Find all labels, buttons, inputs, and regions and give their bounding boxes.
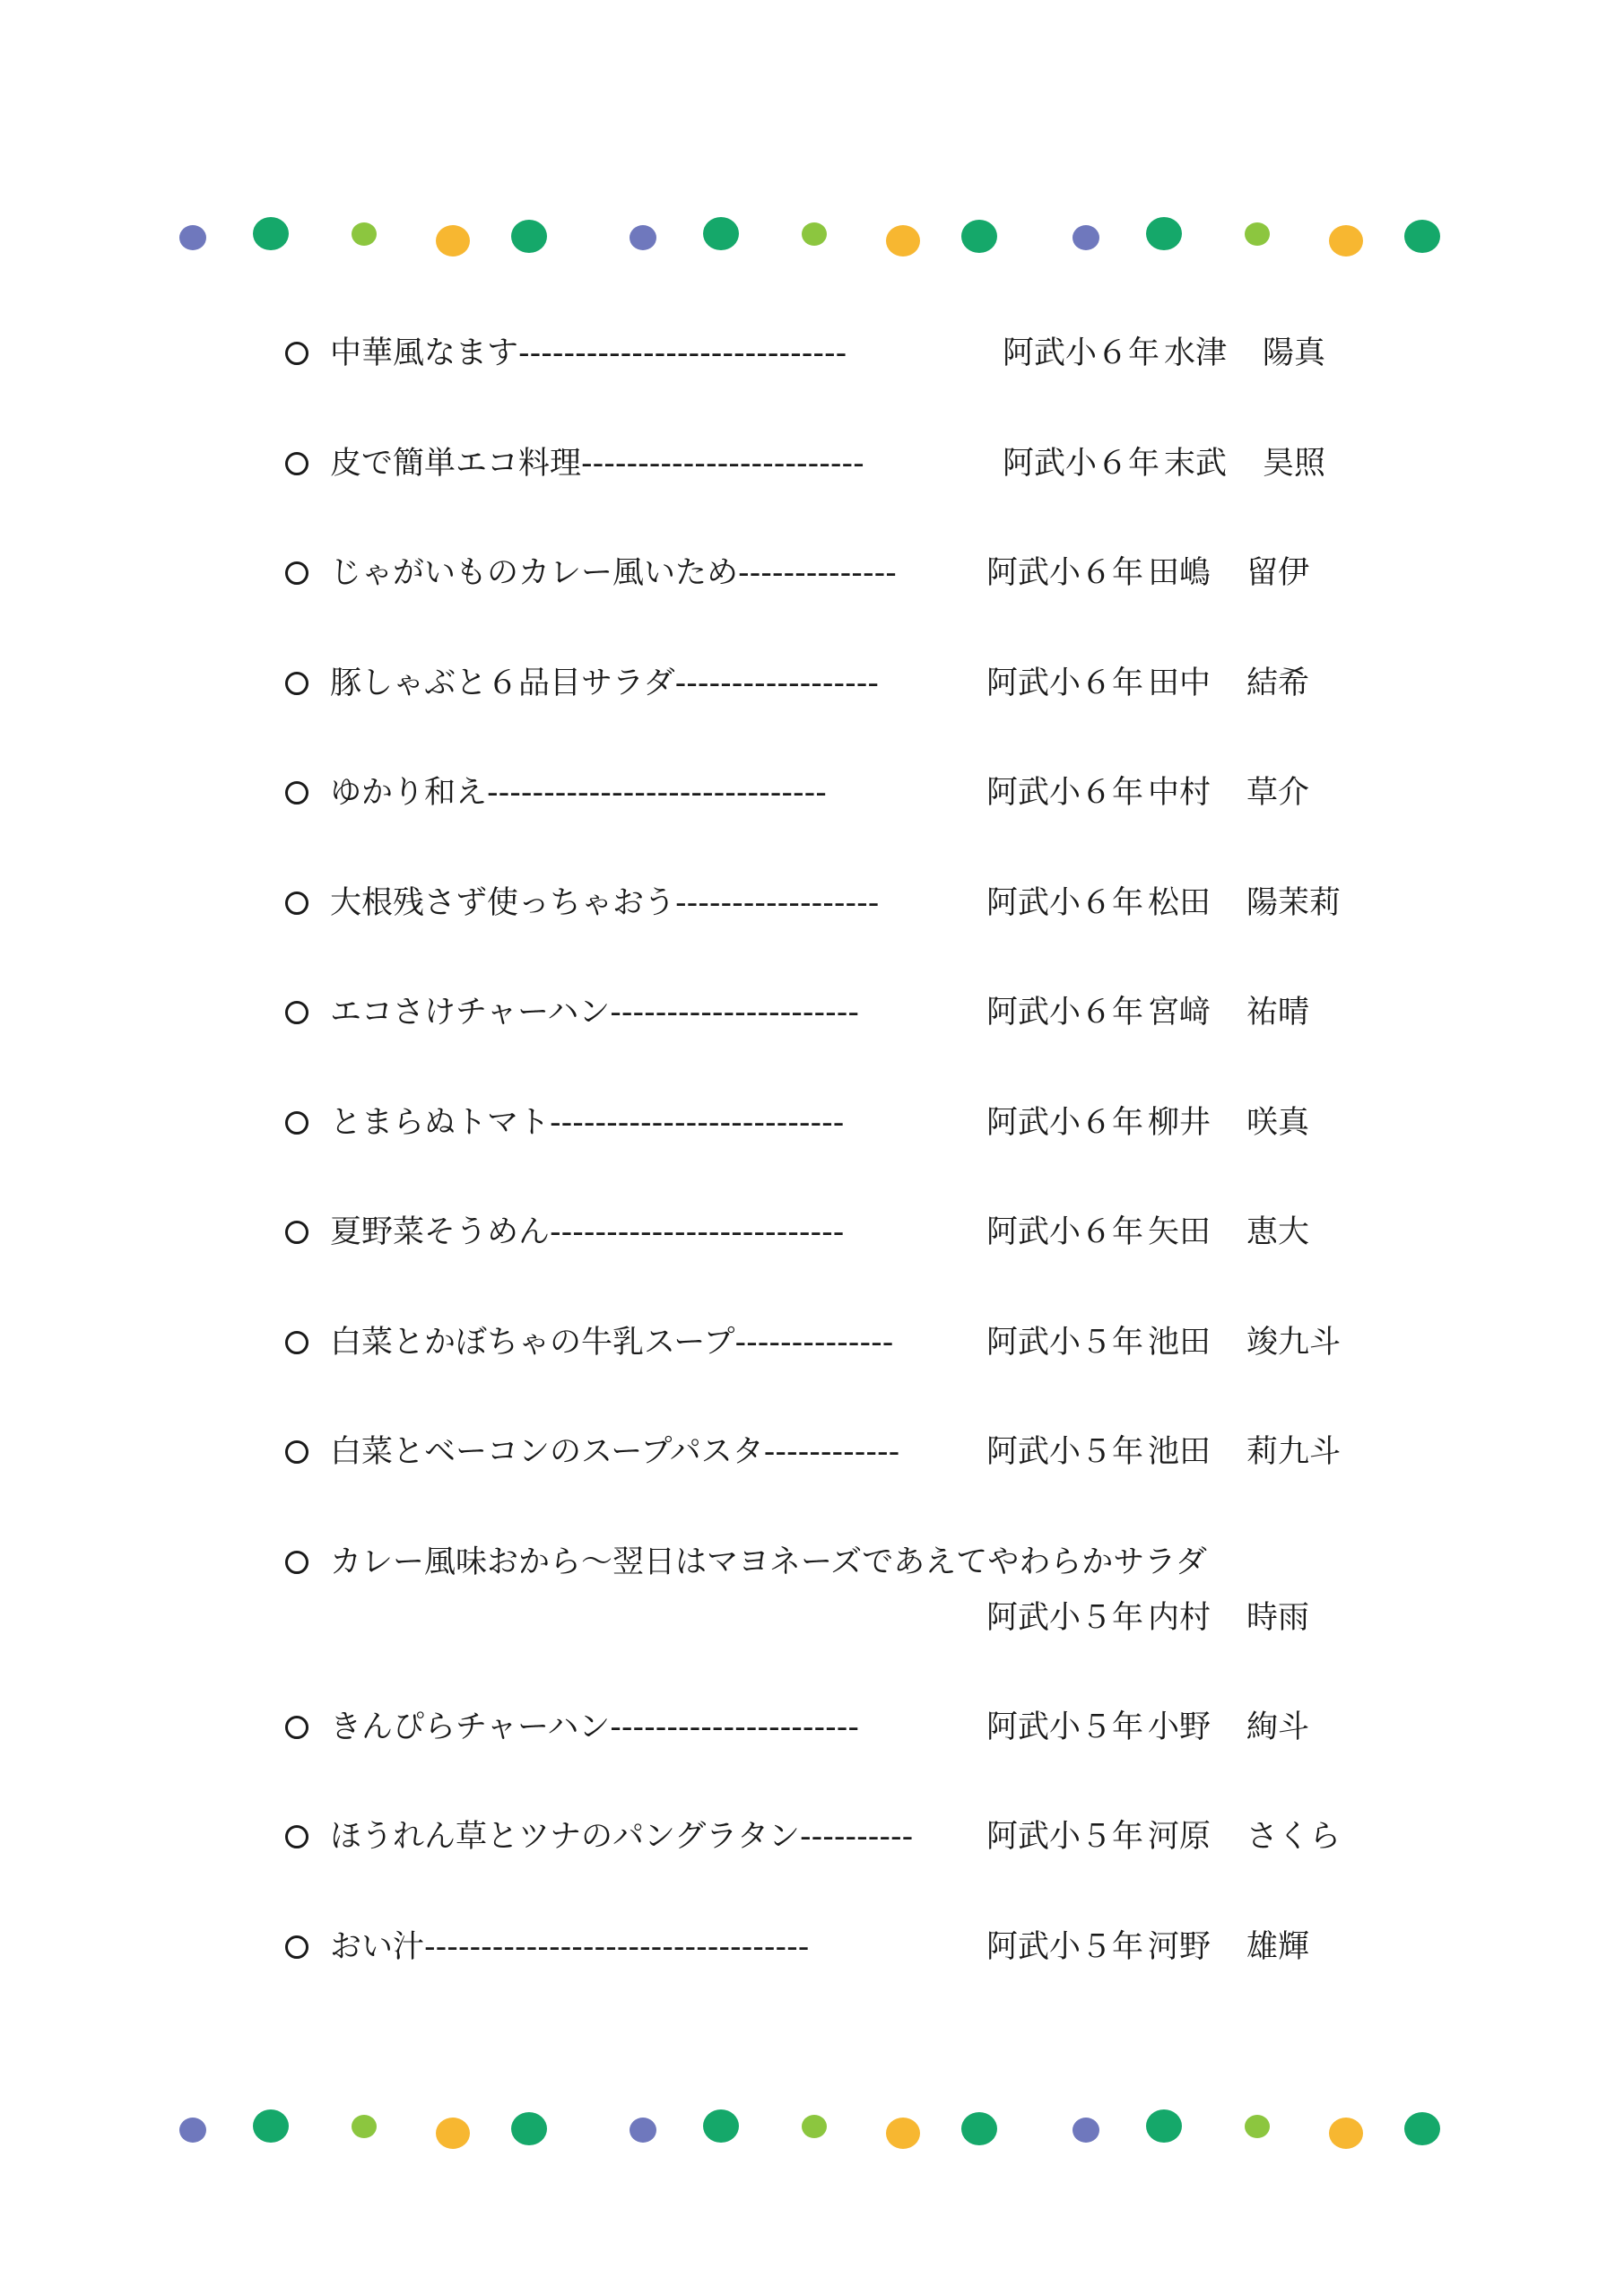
- school-grade: 阿武小５年: [986, 1324, 1144, 1361]
- student-given-name: 陽真: [1263, 335, 1326, 371]
- list-item: [285, 550, 1451, 660]
- recipe-title: きんぴらチャーハン: [330, 1709, 611, 1745]
- leader-dashes: ----------------------------------: [424, 1928, 810, 1965]
- list-item: [285, 989, 1451, 1100]
- school-grade: 阿武小６年: [986, 555, 1144, 591]
- leader-dashes: -----------------------------: [518, 335, 847, 371]
- list-item: [285, 1704, 1451, 1814]
- student-given-name: 竣九斗: [1246, 1324, 1342, 1361]
- recipe-title: 中華風なます: [330, 335, 519, 371]
- circle-bullet-icon: [285, 1001, 308, 1024]
- list-item: [285, 1539, 1451, 1704]
- recipe-title: ほうれん草とツナのパングラタン: [330, 1819, 800, 1855]
- student-given-name: 昊照: [1263, 445, 1326, 482]
- blue-dot-icon: [630, 225, 656, 250]
- green-dot-icon: [253, 217, 289, 250]
- school-grade: 阿武小６年: [986, 995, 1144, 1031]
- circle-bullet-icon: [285, 452, 308, 475]
- student-given-name: 時雨: [1246, 1599, 1310, 1636]
- lime-dot-icon: [352, 222, 377, 246]
- school-grade: 阿武小６年: [986, 665, 1144, 701]
- student-surname: 水津: [1164, 335, 1228, 371]
- decorative-dot-border-bottom: [0, 2094, 1624, 2166]
- list-item: [285, 1100, 1451, 1210]
- leader-dashes: ------------------------------: [487, 775, 827, 811]
- leader-dashes: --------------: [738, 555, 897, 591]
- recipe-title: 白菜とベーコンのスープパスタ: [330, 1434, 764, 1470]
- student-given-name: 祐晴: [1246, 995, 1310, 1031]
- school-grade: 阿武小６年: [986, 775, 1144, 811]
- student-surname: 矢田: [1148, 1214, 1211, 1250]
- student-given-name: 莉九斗: [1246, 1434, 1342, 1470]
- green-dot-icon: [511, 2112, 547, 2145]
- circle-bullet-icon: [285, 1716, 308, 1739]
- student-given-name: 草介: [1246, 775, 1310, 811]
- student-given-name: 結希: [1246, 665, 1310, 701]
- recipe-title: 皮で簡単エコ料理: [330, 445, 582, 482]
- lime-dot-icon: [1245, 2115, 1270, 2138]
- yellow-dot-icon: [436, 225, 470, 257]
- recipe-title: とまらぬトマト: [330, 1104, 551, 1141]
- green-dot-icon: [1146, 217, 1182, 250]
- student-surname: 柳井: [1148, 1104, 1211, 1141]
- list-item: [285, 330, 1451, 440]
- recipe-title: 大根残さず使っちゃおう: [330, 884, 676, 921]
- blue-dot-icon: [179, 225, 206, 250]
- recipe-title: じゃがいものカレー風いため: [330, 555, 739, 591]
- student-given-name: 留伊: [1246, 555, 1310, 591]
- leader-dashes: ----------: [799, 1819, 914, 1855]
- green-dot-icon: [1404, 220, 1440, 253]
- recipe-title: 白菜とかぼちゃの牛乳スープ: [330, 1324, 735, 1361]
- circle-bullet-icon: [285, 1331, 308, 1354]
- leader-dashes: --------------------------: [550, 1214, 845, 1250]
- student-surname: 河野: [1148, 1928, 1211, 1965]
- student-surname: 池田: [1148, 1324, 1211, 1361]
- student-surname: 田嶋: [1148, 555, 1211, 591]
- blue-dot-icon: [1073, 2118, 1099, 2143]
- student-given-name: 咲真: [1246, 1104, 1310, 1141]
- school-grade: 阿武小５年: [986, 1819, 1144, 1855]
- student-surname: 宮﨑: [1148, 995, 1211, 1031]
- circle-bullet-icon: [285, 1935, 308, 1959]
- circle-bullet-icon: [285, 1111, 308, 1135]
- student-given-name: 陽茉莉: [1246, 884, 1342, 921]
- yellow-dot-icon: [436, 2118, 470, 2149]
- circle-bullet-icon: [285, 1551, 308, 1574]
- lime-dot-icon: [1245, 222, 1270, 246]
- green-dot-icon: [511, 220, 547, 253]
- yellow-dot-icon: [1329, 225, 1363, 257]
- student-surname: 松田: [1148, 884, 1211, 921]
- leader-dashes: --------------: [734, 1324, 894, 1361]
- school-grade: 阿武小５年: [986, 1709, 1144, 1745]
- leader-dashes: ------------------: [675, 884, 880, 921]
- yellow-dot-icon: [1329, 2118, 1363, 2149]
- school-grade: 阿武小５年: [986, 1928, 1144, 1965]
- recipe-title: エコさけチャーハン: [330, 995, 611, 1031]
- blue-dot-icon: [630, 2118, 656, 2143]
- circle-bullet-icon: [285, 1440, 308, 1464]
- green-dot-icon: [1404, 2112, 1440, 2145]
- student-given-name: 恵大: [1246, 1214, 1310, 1250]
- school-grade: 阿武小６年: [986, 1104, 1144, 1141]
- list-item: [285, 880, 1451, 990]
- leader-dashes: ----------------------: [610, 995, 860, 1031]
- circle-bullet-icon: [285, 561, 308, 585]
- recipe-title: おい汁: [330, 1928, 425, 1965]
- list-item: [285, 440, 1451, 551]
- leader-dashes: -------------------------: [581, 445, 864, 482]
- student-given-name: さくら: [1246, 1819, 1342, 1855]
- student-surname: 田中: [1148, 665, 1211, 701]
- student-given-name: 雄輝: [1246, 1928, 1310, 1965]
- leader-dashes: ------------------: [674, 665, 879, 701]
- recipe-title: 豚しゃぶと６品目サラダ: [330, 665, 675, 701]
- yellow-dot-icon: [886, 2118, 920, 2149]
- recipe-title: 夏野菜そうめん: [330, 1214, 551, 1250]
- circle-bullet-icon: [285, 672, 308, 695]
- green-dot-icon: [1146, 2109, 1182, 2143]
- green-dot-icon: [961, 220, 997, 253]
- student-surname: 内村: [1148, 1599, 1211, 1636]
- circle-bullet-icon: [285, 1221, 308, 1244]
- green-dot-icon: [703, 2109, 739, 2143]
- list-item: [285, 660, 1451, 770]
- student-surname: 池田: [1148, 1434, 1211, 1470]
- lime-dot-icon: [802, 222, 827, 246]
- decorative-dot-border-top: [0, 202, 1624, 274]
- list-item: [285, 770, 1451, 880]
- recipe-list: [285, 330, 1451, 2033]
- student-given-name: 絢斗: [1246, 1709, 1310, 1745]
- list-item: [285, 1429, 1451, 1539]
- green-dot-icon: [703, 217, 739, 250]
- blue-dot-icon: [179, 2118, 206, 2143]
- list-item: [285, 1209, 1451, 1319]
- lime-dot-icon: [802, 2115, 827, 2138]
- school-grade: 阿武小６年: [986, 884, 1144, 921]
- school-grade: 阿武小５年: [986, 1599, 1144, 1636]
- circle-bullet-icon: [285, 342, 308, 365]
- school-grade: 阿武小６年: [1003, 335, 1160, 371]
- recipe-title: カレー風味おから～翌日はマヨネーズであえてやわらかサラダ: [330, 1544, 1207, 1580]
- green-dot-icon: [253, 2109, 289, 2143]
- school-grade: 阿武小５年: [986, 1434, 1144, 1470]
- circle-bullet-icon: [285, 1825, 308, 1848]
- school-grade: 阿武小６年: [986, 1214, 1144, 1250]
- leader-dashes: ----------------------: [610, 1709, 860, 1745]
- circle-bullet-icon: [285, 891, 308, 915]
- circle-bullet-icon: [285, 781, 308, 804]
- list-item: [285, 1813, 1451, 1924]
- student-surname: 小野: [1148, 1709, 1211, 1745]
- list-item: [285, 1319, 1451, 1430]
- lime-dot-icon: [352, 2115, 377, 2138]
- blue-dot-icon: [1073, 225, 1099, 250]
- student-surname: 河原: [1148, 1819, 1211, 1855]
- student-surname: 中村: [1148, 775, 1211, 811]
- school-grade: 阿武小６年: [1003, 445, 1160, 482]
- leader-dashes: ------------: [763, 1434, 900, 1470]
- leader-dashes: --------------------------: [550, 1104, 845, 1141]
- list-item: [285, 1924, 1451, 2034]
- recipe-title: ゆかり和え: [330, 775, 488, 811]
- green-dot-icon: [961, 2112, 997, 2145]
- student-surname: 末武: [1164, 445, 1228, 482]
- yellow-dot-icon: [886, 225, 920, 257]
